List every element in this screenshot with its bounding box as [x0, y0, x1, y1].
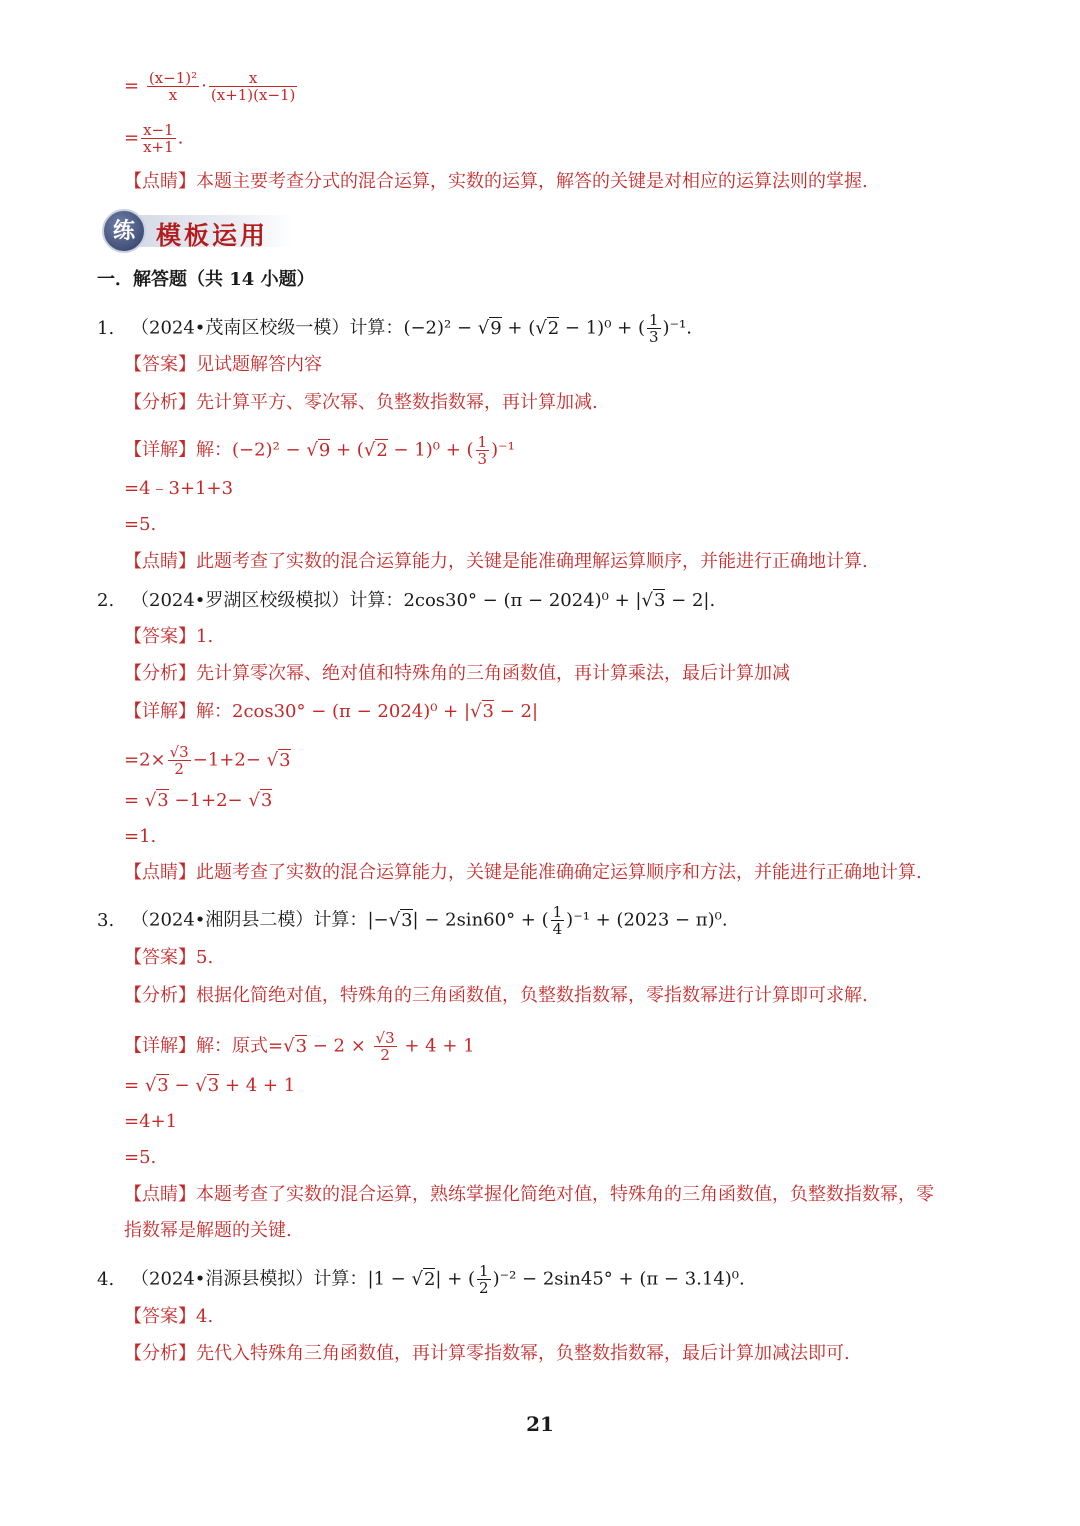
detail-line: 【详解】解：2cos30° − (π − 2024)⁰ + |√3 − 2|	[124, 701, 539, 722]
question-1: 1. （2024•茂南区校级一模）计算：(−2)² − √9 + (√2 − 1)⁰ + ( $\frac{1}{3}$ )⁻¹.	[97, 311, 692, 346]
formula-line: = $\frac{\text{(x−1)²}}{x}$ · $\frac{x}{(x+1)(x-1)}$	[124, 69, 296, 104]
analysis-line: 【分析】先代入特殊角三角函数值，再计算零指数幂，负整数指数幂，最后计算加减法即可.	[124, 1343, 850, 1364]
banner-badge-icon: 练	[102, 209, 146, 253]
step-line: =2× $\frac{√3}{2}$ −1+2− √3	[124, 743, 291, 778]
step-line: =5.	[124, 514, 157, 535]
analysis-line: 【分析】根据化简绝对值，特殊角的三角函数值，负整数指数幂，零指数幂进行计算即可求解.	[124, 985, 868, 1006]
comment-line: 【点睛】本题主要考查分式的混合运算，实数的运算，解答的关键是对相应的运算法则的掌握.	[124, 171, 868, 192]
step-line: =1.	[124, 826, 157, 847]
step-line: =4﹣3+1+3	[124, 478, 234, 499]
comment-line: 【点睛】此题考查了实数的混合运算能力，关键是能准确理解运算顺序，并能进行正确地计算.	[124, 551, 868, 572]
comment-line-continued: 指数幂是解题的关键.	[124, 1220, 292, 1241]
detail-line: 【详解】解：(−2)² − √9 + (√2 − 1)⁰ + ( $\frac{1}{3}$ )⁻¹	[124, 433, 515, 468]
step-line: = √3 − √3 + 4 + 1	[124, 1075, 296, 1096]
banner-title: 模板运用	[156, 221, 269, 250]
comment-line: 【点睛】本题考查了实数的混合运算，熟练掌握化简绝对值，特殊角的三角函数值，负整数指数幂，零	[124, 1184, 934, 1205]
section-banner	[100, 207, 296, 255]
page-number: 21	[526, 1412, 554, 1436]
comment-line: 【点睛】此题考查了实数的混合运算能力，关键是能准确确定运算顺序和方法，并能进行正确地计算.	[124, 862, 922, 883]
question-4: 4. （2024•涓源县模拟）计算：|1 − √2| + ( $\frac{1}{2}$ )⁻² − 2sin45° + (π − 3.14)⁰.	[97, 1262, 745, 1297]
step-line: =4+1	[124, 1111, 178, 1132]
formula-line: = $\frac{x-1}{x+1}$ .	[124, 121, 184, 156]
answer-line: 【答案】4.	[124, 1306, 214, 1327]
question-2: 2. （2024•罗湖区校级模拟）计算：2cos30° − (π − 2024)⁰ + |√3 − 2|.	[97, 590, 716, 611]
question-3: 3. （2024•湘阴县二模）计算：|−√3| − 2sin60° + ( $\frac{1}{4}$ )⁻¹ + (2023 − π)⁰.	[97, 903, 728, 938]
answer-line: 【答案】见试题解答内容	[124, 354, 322, 375]
detail-line: 【详解】解：原式=√3 − 2 × $\frac{√3}{2}$ + 4 + 1	[124, 1029, 475, 1064]
analysis-line: 【分析】先计算平方、零次幂、负整数指数幂，再计算加减.	[124, 392, 598, 413]
section-title: 一．解答题（共 14 小题）	[97, 269, 315, 290]
answer-line: 【答案】5.	[124, 947, 214, 968]
analysis-line: 【分析】先计算零次幂、绝对值和特殊角的三角函数值，再计算乘法，最后计算加减	[124, 663, 790, 684]
answer-line: 【答案】1.	[124, 626, 214, 647]
step-line: = √3 −1+2− √3	[124, 790, 273, 811]
step-line: =5.	[124, 1147, 157, 1168]
